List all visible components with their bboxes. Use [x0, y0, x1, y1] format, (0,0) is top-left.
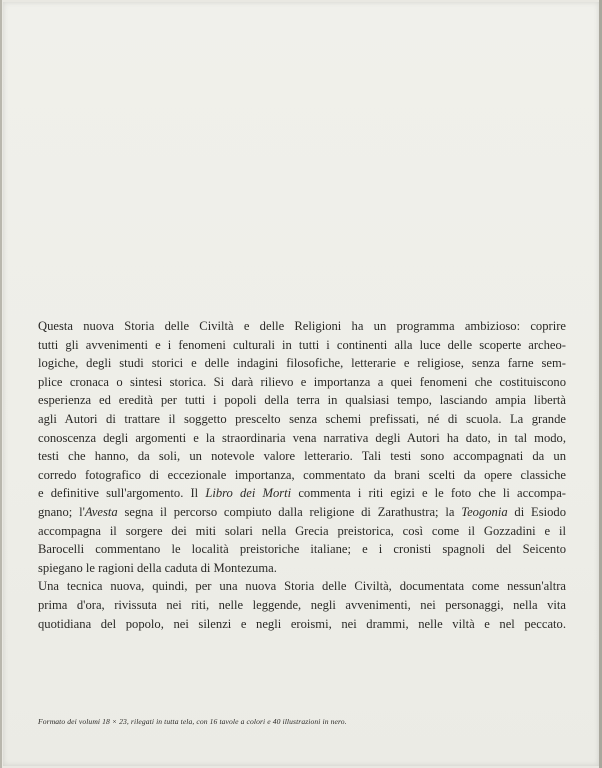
text-line: esperienza ed eredità per tutti i popoli della terra in qualsiasi tempo, lasciando ampia libertà: [38, 393, 566, 408]
book-title-teogonia: Teogonia: [461, 504, 508, 519]
text-line: accompagna il sorgere dei miti solari nella Grecia preistorica, così come il Gozzadini e il: [38, 523, 566, 538]
text-line: Questa nuova Storia delle Civiltà e delle Religioni ha un programma ambizioso: coprire: [38, 319, 566, 333]
text-line: agli Autori di trattare il soggetto prescelto senza schemi prefissati, né di scuola. La grande: [38, 411, 566, 426]
text-line: testi che hanno, da soli, un notevole valore letterario. Tali testi sono accompagnati da un: [38, 449, 566, 464]
text-segment: di Esiodo: [507, 504, 567, 519]
text-line: quotidiana del popolo, nei silenzi e negli eroismi, nei drammi, nelle viltà e nel peccato.: [38, 616, 566, 631]
text-line: Una tecnica nuova, quindi, per una nuova Storia delle Civiltà, documentata come nessun'altra: [38, 579, 566, 594]
text-line: plice cronaca o sintesi storica. Si darà rilievo e importanza a quei fenomeni che costituiscono: [38, 374, 566, 389]
text-line: corredo fotografico di eccezionale importanza, commentato da brani scelti da opere classiche: [38, 467, 566, 482]
text-line: logiche, degli studi storici e delle indagini filosofiche, letterarie e religiose, senza farne sem-: [38, 356, 566, 371]
text-segment: e definitive sull'argomento. Il: [38, 486, 206, 501]
left-edge: [0, 0, 2, 768]
text-segment: commenta i riti egizi e le foto che li accompa-: [291, 486, 566, 501]
text-line: prima d'ora, rivissuta nei riti, nelle leggende, negli avvenimenti, nei personaggi, nella vita: [38, 597, 566, 612]
text-line: [38, 503, 566, 522]
text-line: Barocelli commentano le località preistoriche italiane; e i cronisti spagnoli del Seicento: [38, 542, 566, 557]
text-line: spiegano le ragioni della caduta di Montezuma.: [38, 560, 277, 575]
text-line: conoscenza degli argomenti e la straordinaria vena narrativa degli Autori ha dato, in tal modo,: [38, 430, 566, 445]
format-footnote: Formato dei volumi 18 × 23, rilegati in tutta tela, con 16 tavole a colori e 40 illustrazioni in nero.: [38, 717, 347, 726]
book-title-libro-dei-morti: Libro dei Morti: [205, 486, 292, 501]
text-segment: gnano; l': [38, 504, 85, 519]
description-text: [38, 317, 566, 633]
text-segment: segna il percorso compiuto dalla religione di Zarathustra; la: [117, 504, 462, 519]
text-line: tutti gli avvenimenti e i fenomeni culturali in tutti i continenti alla luce delle scoperte archeo-: [38, 337, 566, 352]
text-line: [38, 484, 566, 503]
book-title-avesta: Avesta: [84, 504, 118, 519]
